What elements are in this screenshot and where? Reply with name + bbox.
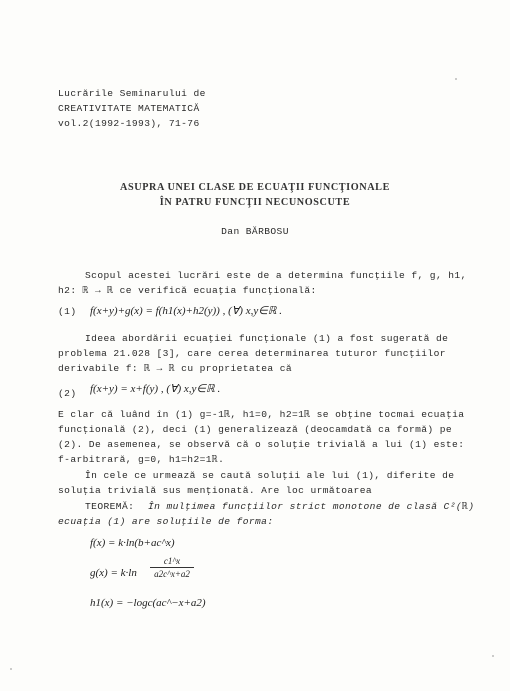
solution-h1: h1(x) = −logc(ac^−x+a2)	[90, 597, 206, 609]
theorem-line-2: ecuaţia (1) are soluţiile de forma:	[58, 516, 274, 527]
equation-1-label: (1)	[58, 306, 77, 317]
solution-g-lhs: g(x) = k·ln	[90, 567, 137, 579]
paragraph-1-line-2: h2: ℝ → ℝ ce verifică ecuaţia funcţională:	[58, 285, 317, 296]
paragraph-2-line-1: Ideea abordării ecuaţiei funcţionale (1) a fost sugerată de	[85, 333, 449, 344]
journal-volume: vol.2(1992-1993), 71-76	[58, 118, 200, 129]
paragraph-3-line-1: E clar că luând în (1) g=-1ℝ, h1=0, h2=1ℝ se obţine tocmai ecuaţia	[58, 409, 465, 420]
scan-speck	[492, 655, 494, 657]
solution-f: f(x) = k·ln(b+ac^x)	[90, 537, 175, 549]
scan-speck	[10, 668, 12, 670]
paper-title-line2: ÎN PATRU FUNCŢII NECUNOSCUTE	[159, 197, 351, 208]
paragraph-2-line-3: derivabile f: ℝ → ℝ cu proprietatea că	[58, 363, 293, 374]
paragraph-2-line-2: problema 21.028 [3], care cerea determinarea tuturor funcţiilor	[58, 348, 446, 359]
solution-g-denominator: a2c^x+a2	[154, 569, 190, 579]
author: Dan BĂRBOSU	[221, 226, 289, 237]
solution-g-numerator: c1^x	[150, 556, 194, 568]
paragraph-3-line-4: f-arbitrară, g=0, h1=h2=1ℝ.	[58, 454, 225, 465]
paragraph-4-line-2: soluţia trivială sus menţionată. Are loc următoarea	[58, 485, 373, 496]
theorem-text: În mulţimea funcţiilor strict monotone de clasă C²(ℝ)	[148, 501, 475, 512]
solution-g-fraction	[150, 556, 194, 580]
paper-title-line1: ASUPRA UNEI CLASE DE ECUAŢII FUNCŢIONALE	[120, 182, 390, 193]
scan-speck	[455, 78, 457, 80]
theorem-label: TEOREMĂ:	[85, 501, 135, 512]
journal-series: CREATIVITATE MATEMATICĂ	[58, 103, 200, 114]
paragraph-1-line-1: Scopul acestei lucrări este de a determina funcţiile f, g, h1,	[85, 270, 467, 281]
equation-1: f(x+y)+g(x) = f(h1(x)+h2(y)) , (∀) x,y∈ℝ .	[90, 305, 283, 317]
journal-name: Lucrările Seminarului de	[58, 88, 206, 99]
equation-2-label: (2)	[58, 388, 77, 399]
paragraph-3-line-2: funcţională (2), deci (1) generalizează (deocamdată ca formă) pe	[58, 424, 453, 435]
paragraph-4-line-1: În cele ce urmează se caută soluţii ale lui (1), diferite de	[85, 470, 455, 481]
equation-2: f(x+y) = x+f(y) , (∀) x,y∈ℝ .	[90, 383, 221, 395]
paragraph-3-line-3: (2). De asemenea, se observă că o soluţie trivială a lui (1) este:	[58, 439, 465, 450]
